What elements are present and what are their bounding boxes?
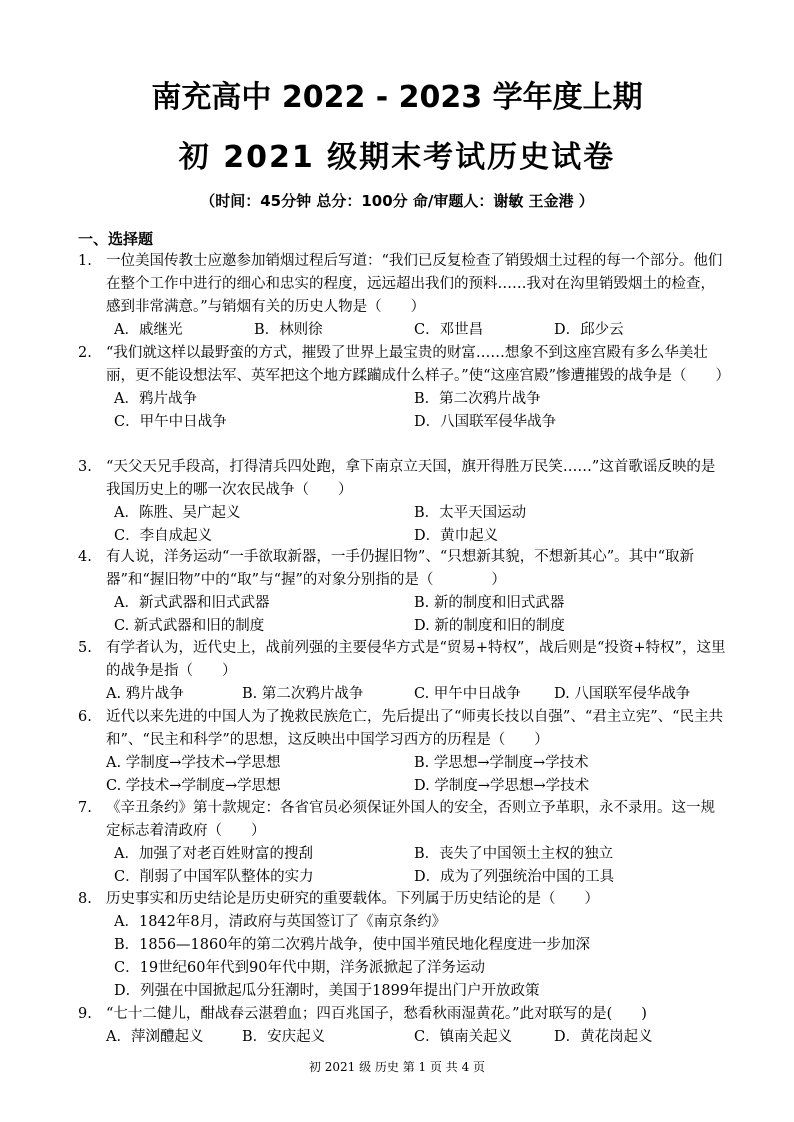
option-b: B．太平天国运动: [414, 505, 527, 521]
question-stem: 一位美国传教士应邀参加销烟过程后写道：“我们已反复检查了销毁烟土过程的每一个部分。他们在整个工作中进行的细心和忠实的程度，远远超出我们的预料……我对在沟里销毁烟土的检查，感到非常满意。”与销烟有关的历史人物是（ ）: [106, 253, 723, 315]
section-title: 一、选择题: [78, 230, 154, 248]
option-row: [114, 411, 728, 434]
option-d: D．黄花岗起义: [554, 1029, 653, 1045]
option-d: D．黄巾起义: [414, 528, 499, 544]
option-c: C．镇南关起义: [414, 1029, 513, 1045]
question-number: 3.: [78, 459, 92, 475]
page-footer: 初 2021 级 历史 第 1 页 共 4 页: [308, 1060, 486, 1074]
question-number: 8.: [78, 891, 92, 907]
question-number: 6.: [78, 709, 92, 725]
option-b: B．丧失了中国领土主权的独立: [414, 846, 614, 862]
question-stem: 《辛丑条约》第十款规定：各省官员必须保证外国人的安全，否则立予革职，永不录用。这一规定标志着清政府（ ）: [106, 800, 715, 839]
option-c: C．削弱了中国军队整体的实力: [114, 869, 314, 885]
option-a: A．加强了对老百姓财富的搜刮: [114, 846, 313, 862]
question-number: 7.: [78, 800, 92, 816]
option-row: [114, 502, 728, 525]
option-row: [114, 319, 728, 342]
option-row: [114, 388, 728, 411]
option-row: [106, 775, 728, 798]
option-d: D. 八国联军侵华战争: [554, 686, 691, 702]
option-row: [114, 866, 728, 889]
exam-title-line1: 南充高中 2022 - 2023 学年度上期: [151, 80, 643, 115]
question-5: [78, 637, 728, 706]
question-8: [78, 888, 728, 1003]
option-row: [114, 957, 728, 980]
option-b: B. 第二次鸦片战争: [242, 686, 364, 702]
question-stem: “天父天兄手段高，打得清兵四处跑，拿下南京立天国，旗开得胜万民笑……”这首歌谣反映的是我国历史上的哪一次农民战争（ ）: [106, 459, 716, 498]
option-a: A．鸦片战争: [114, 391, 197, 407]
option-b: B．安庆起义: [242, 1029, 326, 1045]
question-4: [78, 546, 728, 638]
option-b: B. 学思想→学制度→学技术: [414, 755, 589, 771]
option-b: B. 新的制度和旧式武器: [414, 595, 565, 611]
option-d: D. 新的制度和旧的制度: [414, 618, 565, 634]
option-a: A．戚继光: [114, 322, 183, 338]
question-2: [78, 342, 728, 434]
option-row: [106, 683, 728, 706]
option-a: A．新式武器和旧式武器: [114, 595, 270, 611]
option-b: B．林则徐: [254, 322, 323, 338]
question-6: [78, 706, 728, 798]
exam-meta-info: （时间：45分钟 总分：100分 命/审题人：谢敏 王金港 ）: [200, 192, 594, 210]
option-d: D．列强在中国掀起瓜分狂潮时，美国于1899年提出门户开放政策: [114, 983, 540, 999]
option-row: [114, 592, 728, 615]
question-number: 1.: [78, 253, 92, 269]
option-row: [114, 934, 728, 957]
option-c: C．19世纪60年代到90年代中期，洋务派掀起了洋务运动: [114, 960, 485, 976]
option-c: C. 学技术→学制度→学思想: [106, 778, 281, 794]
option-row: [114, 615, 728, 638]
question-stem: “七十二健儿，酣战春云湛碧血；四百兆国子，愁看秋雨湿黄花。”此对联写的是( ): [106, 1006, 647, 1022]
option-c: C．邓世昌: [414, 322, 484, 338]
option-row: [114, 525, 728, 548]
option-d: D．成为了列强统治中国的工具: [414, 869, 615, 885]
question-stem: 有人说，洋务运动“一手欲取新器，一手仍握旧物”、“只想新其貌，不想新其心”。其中“取新器”和“握旧物”中的“取”与“握”的对象分别指的是（ ）: [106, 549, 695, 588]
option-row: [106, 1026, 728, 1049]
question-9: [78, 1003, 728, 1049]
option-c: C. 甲午中日战争: [414, 686, 521, 702]
option-a: A．1842年8月，清政府与英国签订了《南京条约》: [114, 914, 447, 930]
exam-title-line2: 初 2021 级期末考试历史试卷: [178, 140, 616, 175]
option-a: A. 鸦片战争: [106, 686, 184, 702]
option-a: A. 学制度→学技术→学思想: [106, 755, 281, 771]
option-d: D. 学制度→学思想→学技术: [414, 778, 590, 794]
question-number: 5.: [78, 640, 92, 656]
option-row: [106, 752, 728, 775]
option-row: [114, 980, 728, 1003]
question-stem: 近代以来先进的中国人为了挽救民族危亡，先后提出了“师夷长技以自强”、“君主立宪”、“民主共和”、“民主和科学”的思想，这反映出中国学习西方的历程是（ ）: [106, 709, 724, 748]
option-c: C．李自成起义: [114, 528, 213, 544]
question-number: 9.: [78, 1006, 92, 1022]
option-row: [114, 911, 728, 934]
option-c: C. 新式武器和旧的制度: [114, 618, 265, 634]
question-stem: 历史事实和历史结论是历史研究的重要载体。下列属于历史结论的是（ ）: [106, 891, 599, 907]
option-d: D．邱少云: [554, 322, 624, 338]
option-row: [114, 843, 728, 866]
question-stem: “我们就这样以最野蛮的方式，摧毁了世界上最宝贵的财富……想象不到这座宫殿有多么华美壮丽，更不能设想法军、英军把这个地方蹂躏成什么样子。”使“这座宫殿”惨遭摧毁的战争是（ ）: [106, 345, 730, 384]
option-b: B．第二次鸦片战争: [414, 391, 541, 407]
option-b: B．1856—1860年的第二次鸦片战争，使中国半殖民地化程度进一步加深: [114, 937, 590, 953]
option-a: A．萍浏醴起义: [106, 1029, 204, 1045]
option-a: A．陈胜、吴广起义: [114, 505, 241, 521]
question-number: 4.: [78, 549, 92, 565]
question-stem: 有学者认为，近代史上，战前列强的主要侵华方式是“贸易+特权”，战后则是“投资+特权”，这里的战争是指（ ）: [106, 640, 726, 679]
option-c: C．甲午中日战争: [114, 414, 227, 430]
question-number: 2.: [78, 345, 92, 361]
question-7: [78, 797, 728, 889]
question-3: [78, 456, 728, 548]
question-1: [78, 250, 728, 342]
option-d: D．八国联军侵华战争: [414, 414, 557, 430]
